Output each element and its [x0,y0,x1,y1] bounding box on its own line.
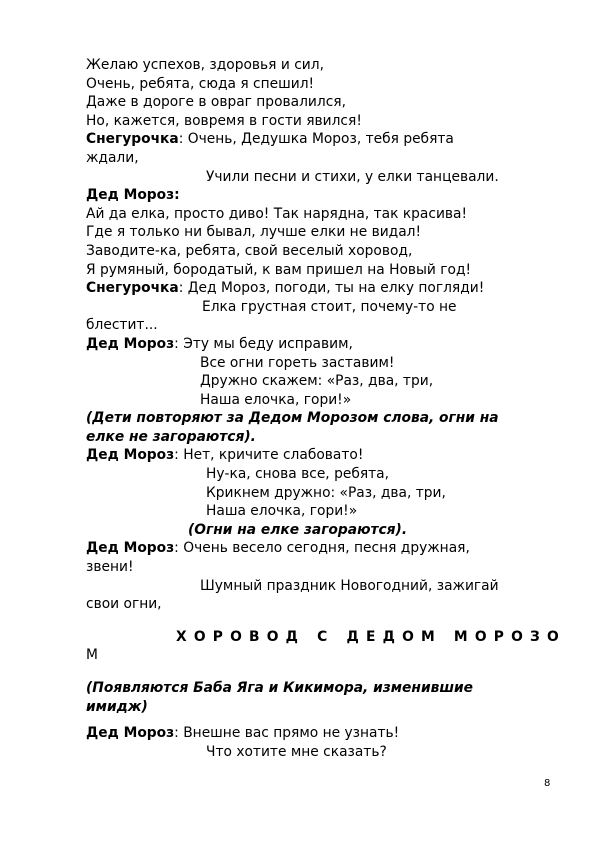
spacer [86,665,556,679]
verse-line: Учили песни и стихи, у елки танцевали. [206,168,499,185]
stage-direction: елке не загораются). [86,428,256,445]
speaker-name: Дед Мороз [86,725,175,742]
stage-direction: (Дети повторяют за Дедом Морозом слова, огни на [86,410,499,427]
stage-direction: имидж) [86,698,148,715]
dialogue-line [86,335,556,354]
section-heading-wrap: М [86,647,98,664]
stage-direction: (Огни на елке загораются). [188,521,408,538]
verse-line: Заводите-ка, ребята, свой веселый хоровод, [86,242,413,259]
spacer [86,614,556,628]
verse-line: блестит... [86,317,158,334]
dialogue-text: : Эту мы беду исправим, [174,335,353,352]
verse-line: Желаю успехов, здоровья и сил, [86,57,324,73]
verse-line: Очень, ребята, сюда я спешил! [86,75,315,92]
dialogue-text: : Нет, кричите слабовато! [174,447,364,464]
verse-line: Даже в дороге в овраг провалился, [86,94,346,111]
stage-direction: (Появляются Баба Яга и Кикимора, изменившие [86,680,474,696]
verse-line: Ну-ка, снова все, ребята, [206,466,390,483]
page-number: 8 [544,778,551,789]
spacer [86,716,556,724]
verse-line: Шумный праздник Новогодний, зажигай [200,577,499,594]
verse-line: Что хотите мне сказать? [206,743,387,760]
verse-line: Где я только ни бывал, лучше елки не видал! [86,224,422,241]
dialogue-line [86,130,556,149]
dialogue-line [86,446,556,465]
speaker-name: Снегурочка [86,131,179,148]
dialogue-line [86,724,556,743]
verse-line: Ай да елка, просто диво! Так нарядна, так красива! [86,205,468,222]
verse-line: Но, кажется, вовремя в гости явился! [86,112,362,129]
verse-line: Все огни гореть заставим! [200,354,395,371]
speaker-name: Дед Мороз: [86,187,180,204]
verse-line: Наша елочка, гори!» [200,391,352,408]
verse-line: ждали, [86,149,139,166]
dialogue-text: : Очень, Дедушка Мороз, тебя ребята [178,131,454,148]
section-heading: ХОРОВОД С ДЕДОМ МОРОЗО [176,628,566,645]
dialogue-line [86,279,556,298]
speaker-name: Снегурочка [86,280,179,297]
verse-line: звени! [86,559,134,576]
verse-line: Крикнем дружно: «Раз, два, три, [206,484,446,501]
dialogue-text: : Очень весело сегодня, песня дружная, [174,540,470,557]
dialogue-line [86,539,556,558]
verse-line: Елка грустная стоит, почему-то не [202,298,457,315]
speaker-name: Дед Мороз [86,335,175,352]
document-page [86,56,566,761]
verse-line: Наша елочка, гори!» [206,503,358,520]
verse-line: Дружно скажем: «Раз, два, три, [200,373,434,390]
verse-line: свои огни, [86,596,162,613]
dialogue-text: : Внешне вас прямо не узнать! [174,725,400,742]
speaker-name: Дед Мороз [86,447,175,464]
dialogue-text: : Дед Мороз, погоди, ты на елку погляди! [178,280,485,297]
verse-line: Я румяный, бородатый, к вам пришел на Новый год! [86,261,472,278]
speaker-name: Дед Мороз [86,540,175,557]
